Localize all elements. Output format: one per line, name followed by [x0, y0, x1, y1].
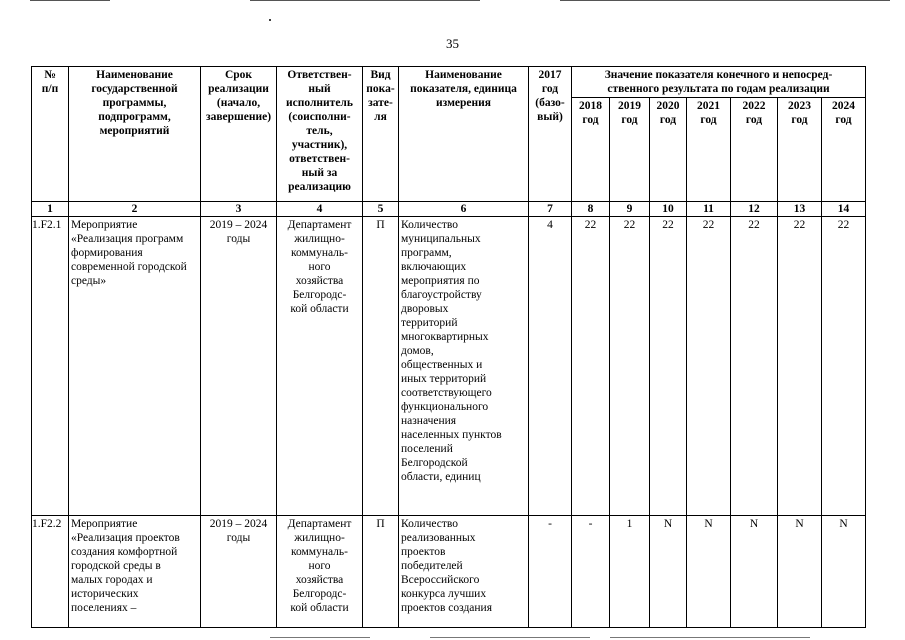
row-value-2020: 22 — [650, 217, 687, 516]
row-value-2018: 22 — [572, 217, 610, 516]
row-id: 1.F2.1 — [32, 217, 69, 516]
row-value-2019: 22 — [610, 217, 650, 516]
row-executor: Департамент жилищно- коммуналь- ного хозяйства Белгородс- кой области — [277, 217, 363, 516]
column-number-row — [32, 202, 866, 217]
column-number: 1 — [32, 202, 69, 217]
scan-dot — [269, 19, 271, 21]
header-year-2022: 2022 год — [731, 98, 778, 202]
header-year-2021: 2021 год — [687, 98, 731, 202]
row-value-2023: 22 — [778, 217, 822, 516]
row-term: 2019 – 2024 годы — [201, 516, 277, 628]
indicators-table — [31, 66, 866, 628]
header-indicator-kind: Вид пока- зате- ля — [363, 67, 399, 202]
header-row-1 — [32, 67, 866, 98]
row-value-2021: 22 — [687, 217, 731, 516]
column-number: 2 — [69, 202, 201, 217]
page-number: 35 — [446, 36, 459, 51]
row-value-2021: N — [687, 516, 731, 628]
row-indicator-name: Количество реализованных проектов победителей Всероссийского конкурса лучших проектов создания — [399, 516, 529, 628]
column-number: 5 — [363, 202, 399, 217]
row-value-2018: - — [572, 516, 610, 628]
row-value-2019: 1 — [610, 516, 650, 628]
row-value-2024: N — [822, 516, 866, 628]
header-base-year: 2017 год (базо- вый) — [529, 67, 572, 202]
row-base-value: 4 — [529, 217, 572, 516]
column-number: 8 — [572, 202, 610, 217]
row-executor: Департамент жилищно- коммуналь- ного хозяйства Белгородс- кой области — [277, 516, 363, 628]
header-year-2024: 2024 год — [822, 98, 866, 202]
bottom-border-line-right — [610, 637, 810, 638]
column-number: 14 — [822, 202, 866, 217]
column-number: 11 — [687, 202, 731, 217]
bottom-border-line-left — [270, 637, 370, 638]
row-program-name: Мероприятие «Реализация программ формирования современной городской среды» — [69, 217, 201, 516]
column-number: 6 — [399, 202, 529, 217]
column-number: 4 — [277, 202, 363, 217]
header-term: Срок реализации (начало, завершение) — [201, 67, 277, 202]
header-indicator-name: Наименование показателя, единица измерения — [399, 67, 529, 202]
row-value-2022: 22 — [731, 217, 778, 516]
header-year-2019: 2019 год — [610, 98, 650, 202]
row-value-2023: N — [778, 516, 822, 628]
row-term: 2019 – 2024 годы — [201, 217, 277, 516]
top-border-line-right — [560, 0, 890, 1]
top-border-line-mid — [250, 0, 480, 1]
header-year-2018: 2018 год — [572, 98, 610, 202]
row-value-2022: N — [731, 516, 778, 628]
column-number: 13 — [778, 202, 822, 217]
row-program-name: Мероприятие «Реализация проектов создания комфортной городской среды в малых городах и исторических поселениях – — [69, 516, 201, 628]
table-row — [32, 217, 866, 516]
column-number: 12 — [731, 202, 778, 217]
column-number: 3 — [201, 202, 277, 217]
top-border-line-left — [30, 0, 110, 1]
row-indicator-name: Количество муниципальных программ, включающих мероприятия по благоустройству дворовых территорий многоквартирных домов, общественных и иных территорий соответствующего функционального назначения населенных пунктов поселений Белгородской области, единиц — [399, 217, 529, 516]
header-program-name: Наименование государственной программы, подпрограмм, мероприятий — [69, 67, 201, 202]
table-row — [32, 516, 866, 628]
header-year-2020: 2020 год — [650, 98, 687, 202]
row-indicator-kind: П — [363, 217, 399, 516]
header-executor: Ответствен- ный исполнитель (соисполни- тель, участник), ответствен- ный за реализацию — [277, 67, 363, 202]
row-value-2024: 22 — [822, 217, 866, 516]
column-number: 9 — [610, 202, 650, 217]
header-values-group: Значение показателя конечного и непосред- ственного результата по годам реализации — [572, 67, 866, 98]
row-id: 1.F2.2 — [32, 516, 69, 628]
row-base-value: - — [529, 516, 572, 628]
column-number: 10 — [650, 202, 687, 217]
header-year-2023: 2023 год — [778, 98, 822, 202]
row-value-2020: N — [650, 516, 687, 628]
header-number: № п/п — [32, 67, 69, 202]
row-indicator-kind: П — [363, 516, 399, 628]
bottom-border-line-mid — [430, 637, 590, 638]
column-number: 7 — [529, 202, 572, 217]
